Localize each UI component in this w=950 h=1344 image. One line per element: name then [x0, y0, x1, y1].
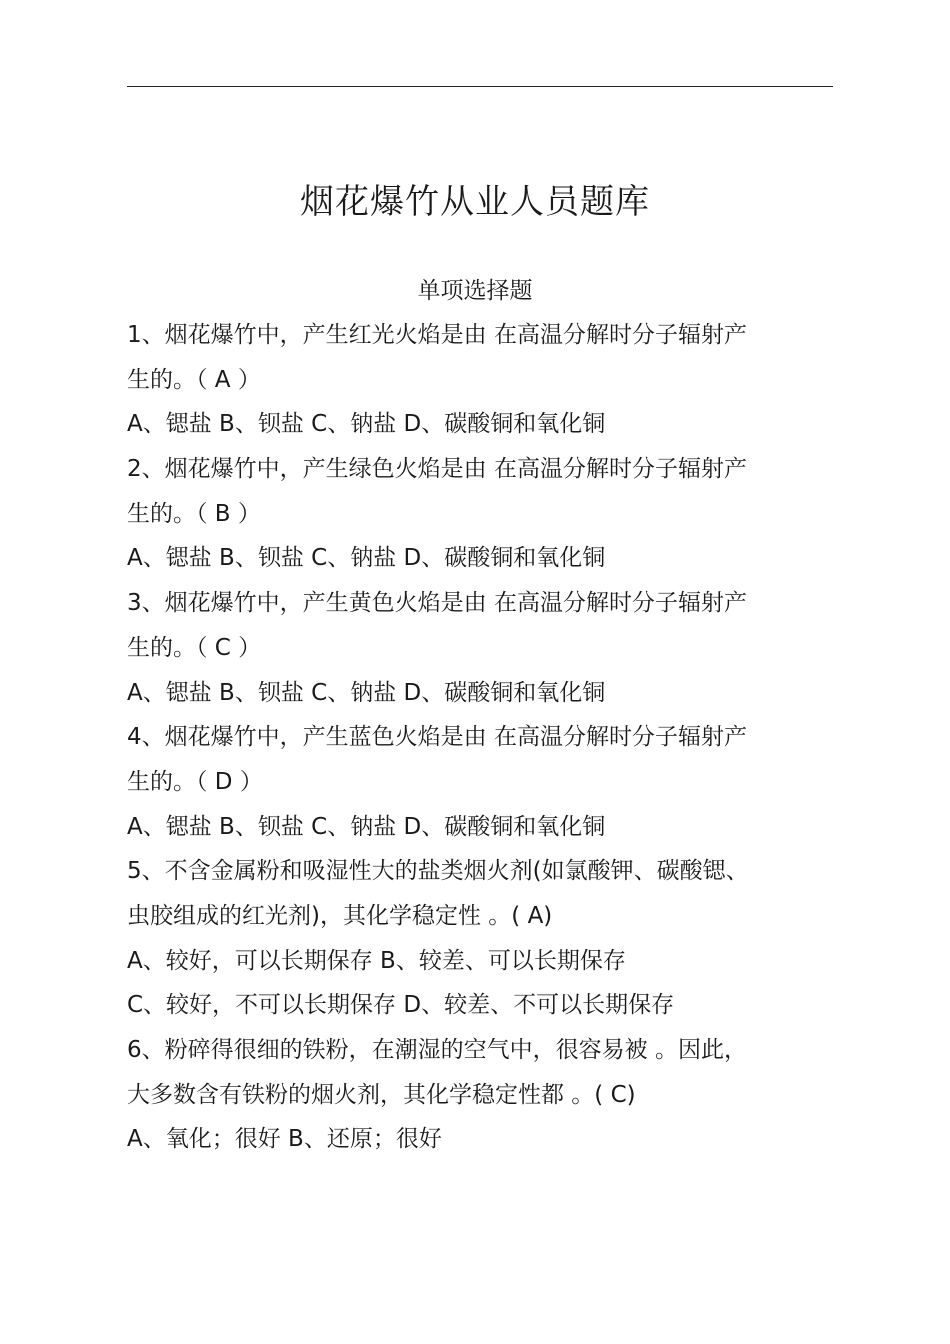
- question-1-options: A、锶盐 B、钡盐 C、钠盐 D、碳酸铜和氧化铜: [127, 411, 606, 438]
- header-rule: [127, 86, 833, 87]
- document-title: 烟花爆竹从业人员题库: [300, 182, 650, 222]
- question-2-text: 2、烟花爆竹中，产生绿色火焰是由 在高温分解时分子辐射产: [127, 456, 747, 483]
- section-title: 单项选择题: [417, 278, 533, 304]
- question-3-options: A、锶盐 B、钡盐 C、钠盐 D、碳酸铜和氧化铜: [127, 679, 606, 706]
- question-6-text-cont: 大多数含有铁粉的烟火剂，其化学稳定性都 。( C): [127, 1081, 636, 1108]
- question-2-options: A、锶盐 B、钡盐 C、钠盐 D、碳酸铜和氧化铜: [127, 545, 606, 572]
- question-4-options: A、锶盐 B、钡盐 C、钠盐 D、碳酸铜和氧化铜: [127, 813, 606, 840]
- question-5-text-cont: 虫胶组成的红光剂)，其化学稳定性 。( A): [127, 902, 553, 929]
- question-5-options-ab: A、较好，可以长期保存 B、较差、可以长期保存: [127, 947, 626, 974]
- question-4-text-cont: 生的。（ D ）: [127, 768, 263, 795]
- question-5-text: 5、不含金属粉和吸湿性大的盐类烟火剂(如氯酸钾、碳酸锶、: [127, 858, 749, 885]
- question-6-text: 6、粉碎得很细的铁粉，在潮湿的空气中，很容易被 。因此，: [127, 1037, 747, 1063]
- question-2-text-cont: 生的。（ B ）: [127, 500, 261, 527]
- question-3-text: 3、烟花爆竹中，产生黄色火焰是由 在高温分解时分子辐射产: [127, 590, 747, 617]
- question-1-text-cont: 生的。（ A ）: [127, 366, 261, 393]
- question-1-text: 1、烟花爆竹中，产生红光火焰是由 在高温分解时分子辐射产: [127, 322, 747, 348]
- question-list: [127, 313, 827, 1162]
- question-6-options: A、氧化；很好 B、还原；很好: [127, 1126, 442, 1153]
- question-5-options-cd: C、较好，不可以长期保存 D、较差、不可以长期保存: [127, 992, 675, 1019]
- question-4-text: 4、烟花爆竹中，产生蓝色火焰是由 在高温分解时分子辐射产: [127, 724, 747, 751]
- question-3-text-cont: 生的。（ C ）: [127, 634, 262, 661]
